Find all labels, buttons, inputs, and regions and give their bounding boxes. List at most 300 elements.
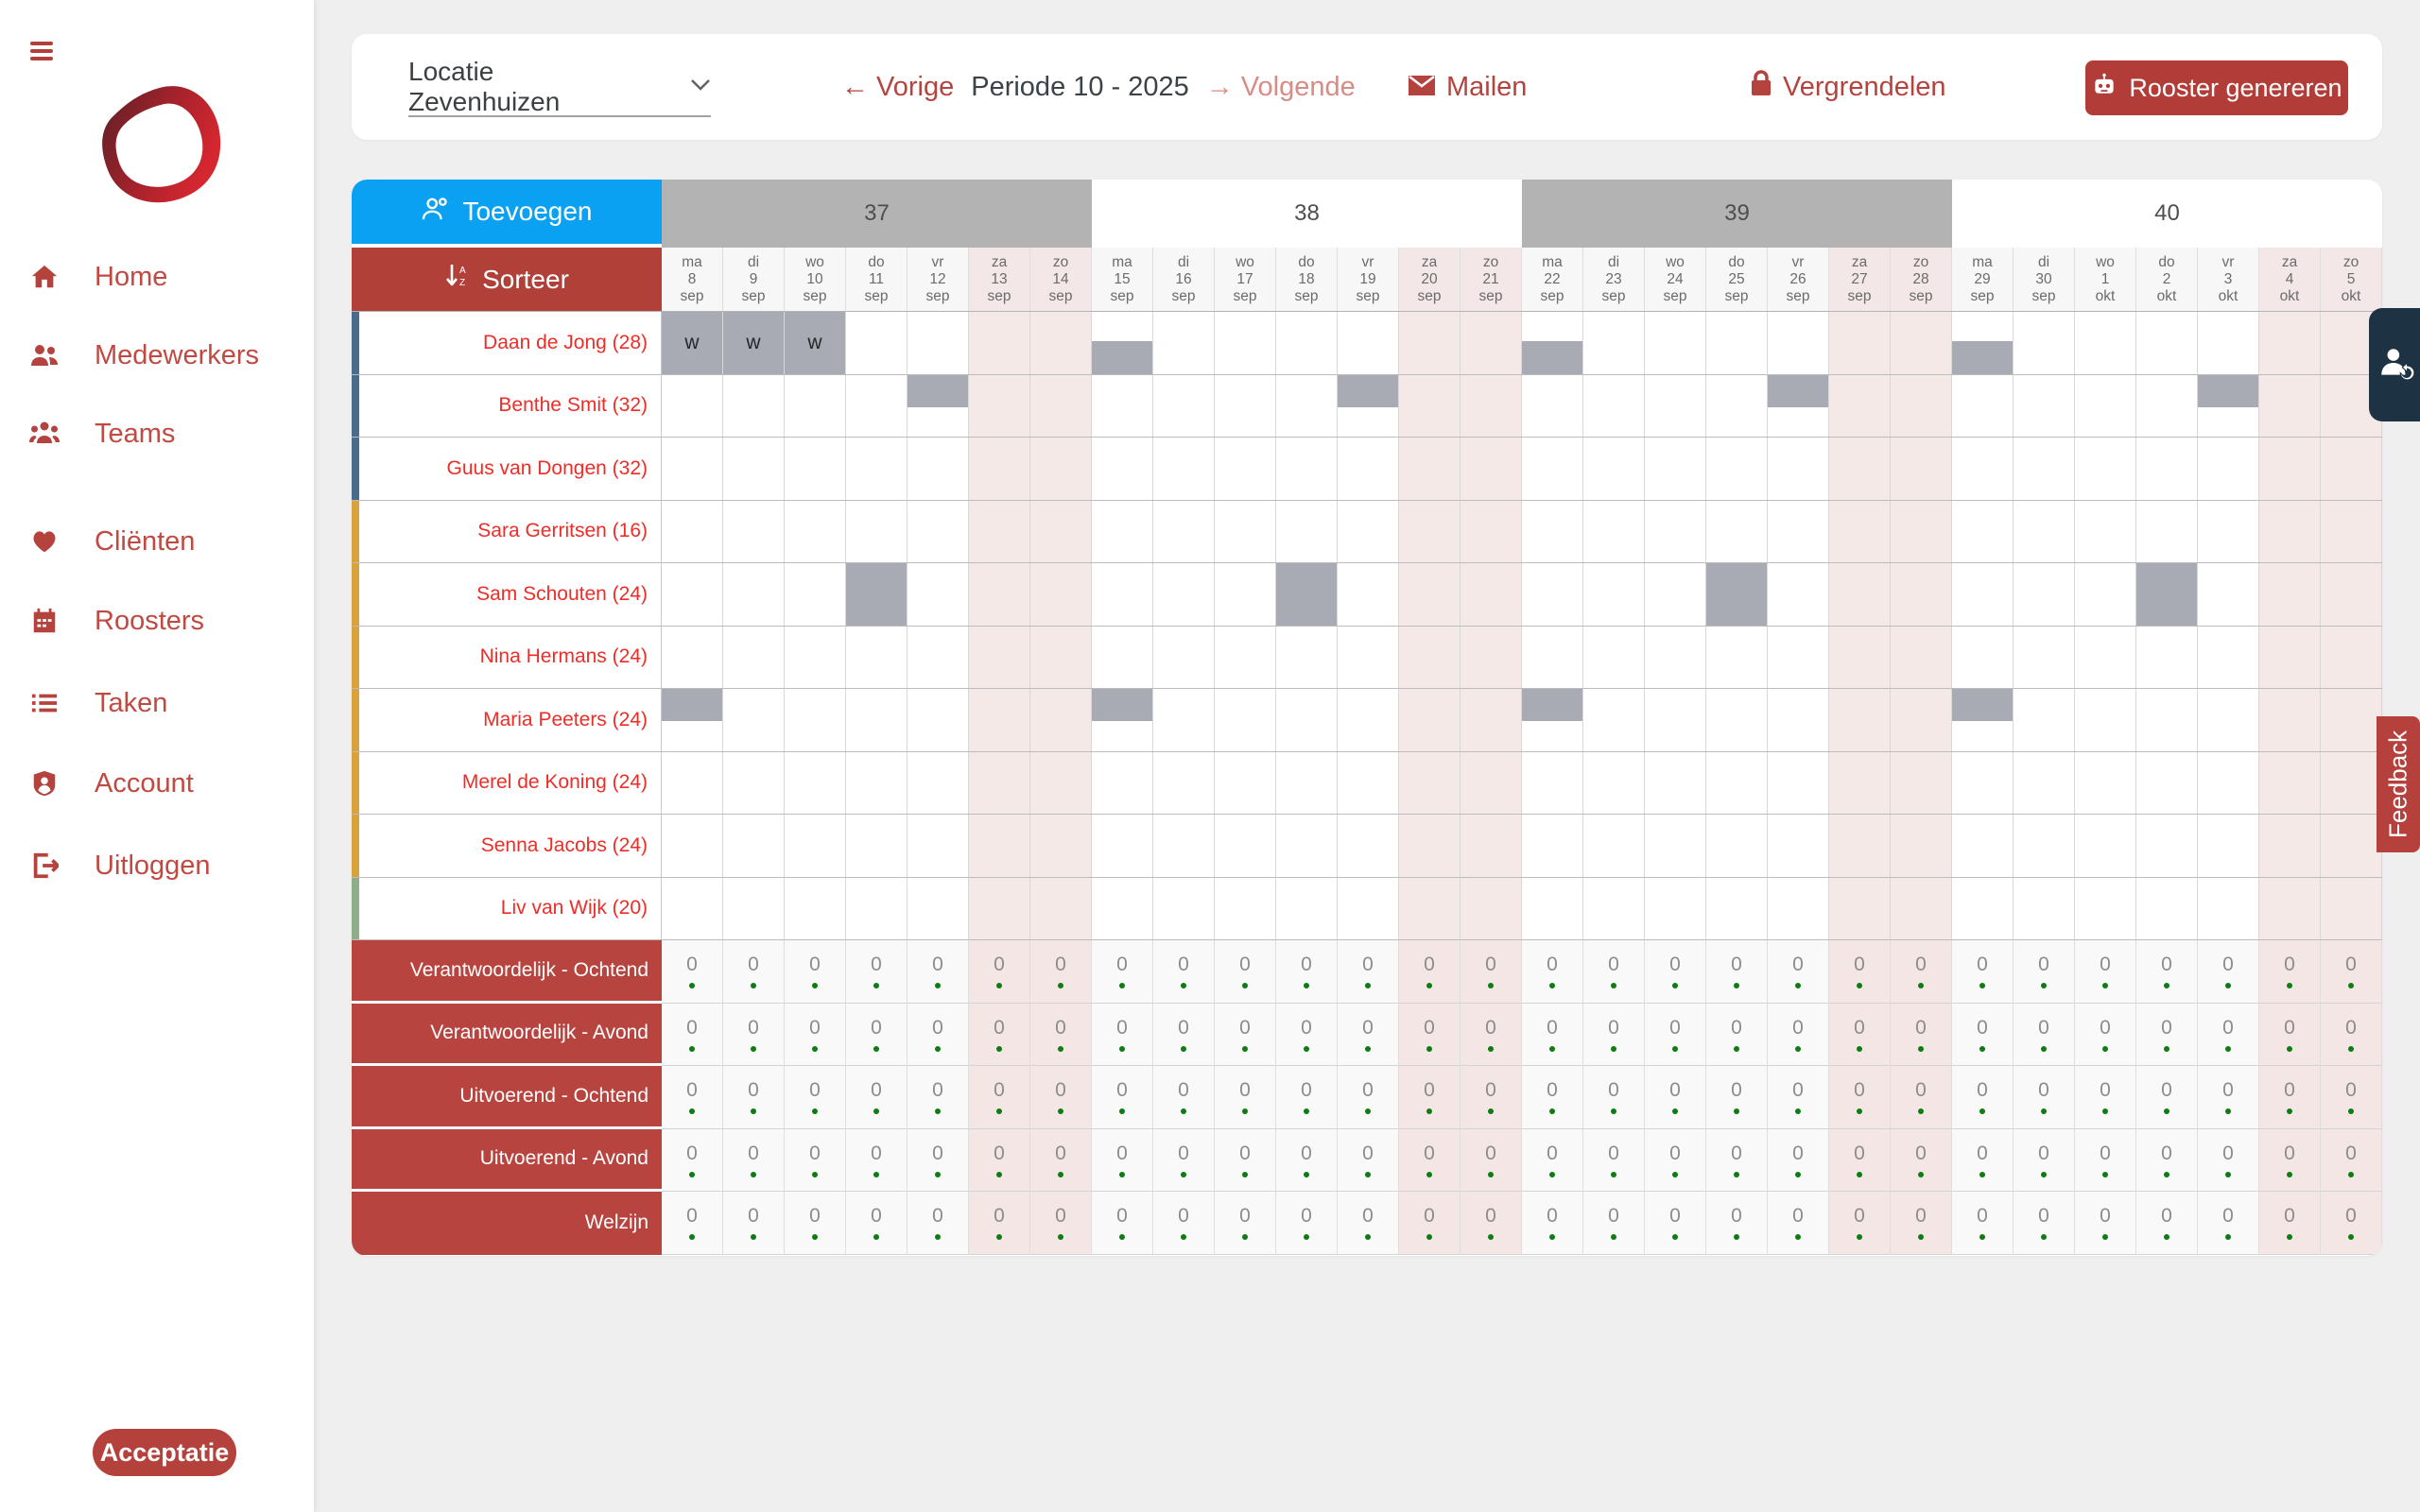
schedule-cell[interactable] — [1215, 815, 1276, 877]
generate-roster-button[interactable]: Rooster genereren — [2085, 60, 2348, 115]
schedule-cell[interactable] — [1952, 689, 2014, 751]
schedule-cell[interactable] — [2198, 563, 2259, 626]
schedule-cell[interactable] — [1338, 627, 1399, 689]
schedule-cell[interactable] — [1461, 878, 1522, 940]
schedule-cell[interactable] — [1891, 501, 1952, 563]
shift-block[interactable] — [1952, 689, 2013, 721]
schedule-cell[interactable] — [1276, 752, 1338, 815]
schedule-cell[interactable] — [1952, 815, 2014, 877]
schedule-cell[interactable] — [1583, 438, 1645, 500]
schedule-cell[interactable] — [846, 438, 908, 500]
shift-block[interactable] — [908, 375, 968, 407]
schedule-cell[interactable] — [1768, 878, 1829, 940]
employee-name[interactable] — [352, 627, 662, 689]
schedule-cell[interactable] — [785, 438, 846, 500]
schedule-cell[interactable] — [1276, 878, 1338, 940]
schedule-cell[interactable] — [1092, 627, 1153, 689]
schedule-cell[interactable] — [785, 563, 846, 626]
menu-hamburger-icon[interactable] — [30, 42, 53, 60]
schedule-cell[interactable] — [662, 815, 723, 877]
schedule-cell[interactable] — [1461, 375, 1522, 438]
shift-block[interactable] — [1276, 563, 1337, 626]
schedule-cell[interactable] — [662, 312, 723, 374]
schedule-cell[interactable] — [2075, 627, 2136, 689]
schedule-cell[interactable] — [1030, 752, 1092, 815]
schedule-cell[interactable] — [2198, 689, 2259, 751]
schedule-cell[interactable] — [2321, 438, 2382, 500]
schedule-cell[interactable] — [2198, 627, 2259, 689]
schedule-cell[interactable] — [2198, 312, 2259, 374]
schedule-cell[interactable] — [1706, 878, 1768, 940]
schedule-cell[interactable] — [1092, 752, 1153, 815]
schedule-cell[interactable] — [1030, 375, 1092, 438]
schedule-cell[interactable] — [1461, 815, 1522, 877]
schedule-cell[interactable] — [2136, 312, 2198, 374]
schedule-cell[interactable] — [1768, 627, 1829, 689]
schedule-cell[interactable] — [785, 752, 846, 815]
schedule-cell[interactable] — [1276, 815, 1338, 877]
schedule-cell[interactable] — [723, 375, 785, 438]
schedule-cell[interactable] — [2136, 501, 2198, 563]
sidebar-item-taken[interactable] — [0, 673, 314, 733]
schedule-cell[interactable] — [1276, 501, 1338, 563]
schedule-cell[interactable] — [1829, 563, 1891, 626]
schedule-cell[interactable] — [1583, 627, 1645, 689]
schedule-cell[interactable] — [723, 878, 785, 940]
schedule-cell[interactable] — [723, 312, 785, 374]
schedule-cell[interactable] — [2014, 752, 2075, 815]
schedule-cell[interactable] — [1645, 438, 1706, 500]
schedule-cell[interactable] — [1461, 312, 1522, 374]
schedule-cell[interactable] — [2136, 438, 2198, 500]
schedule-cell[interactable] — [2075, 878, 2136, 940]
schedule-cell[interactable] — [1768, 563, 1829, 626]
schedule-cell[interactable] — [1706, 689, 1768, 751]
schedule-cell[interactable] — [1092, 501, 1153, 563]
schedule-cell[interactable] — [723, 627, 785, 689]
schedule-cell[interactable] — [908, 563, 969, 626]
schedule-cell[interactable] — [1399, 501, 1461, 563]
schedule-cell[interactable] — [2198, 878, 2259, 940]
schedule-cell[interactable] — [1768, 438, 1829, 500]
schedule-cell[interactable] — [2259, 501, 2321, 563]
schedule-cell[interactable] — [1829, 438, 1891, 500]
schedule-cell[interactable] — [1399, 438, 1461, 500]
schedule-cell[interactable] — [1645, 752, 1706, 815]
schedule-cell[interactable] — [1768, 752, 1829, 815]
employee-name[interactable] — [352, 312, 662, 374]
schedule-cell[interactable] — [1215, 501, 1276, 563]
sidebar-item-uitloggen[interactable] — [0, 835, 314, 896]
add-employee-button[interactable]: Toevoegen — [352, 180, 662, 244]
shift-block[interactable] — [1522, 689, 1582, 721]
schedule-cell[interactable] — [1153, 878, 1215, 940]
shift-block[interactable] — [846, 563, 907, 626]
schedule-cell[interactable] — [1338, 878, 1399, 940]
schedule-cell[interactable] — [1338, 438, 1399, 500]
schedule-cell[interactable] — [2014, 438, 2075, 500]
schedule-cell[interactable] — [1215, 438, 1276, 500]
schedule-cell[interactable] — [1030, 438, 1092, 500]
schedule-cell[interactable] — [1522, 689, 1583, 751]
sidebar-item-clienten[interactable] — [0, 511, 314, 572]
schedule-cell[interactable] — [1030, 878, 1092, 940]
schedule-cell[interactable] — [1215, 312, 1276, 374]
schedule-cell[interactable] — [723, 752, 785, 815]
schedule-cell[interactable] — [1092, 689, 1153, 751]
schedule-cell[interactable] — [785, 815, 846, 877]
schedule-cell[interactable] — [1153, 501, 1215, 563]
schedule-cell[interactable] — [1522, 312, 1583, 374]
schedule-cell[interactable] — [969, 878, 1030, 940]
shift-block[interactable] — [1768, 375, 1828, 407]
schedule-cell[interactable] — [1338, 312, 1399, 374]
schedule-cell[interactable] — [1829, 312, 1891, 374]
schedule-cell[interactable] — [1829, 627, 1891, 689]
schedule-cell[interactable] — [2198, 815, 2259, 877]
schedule-cell[interactable] — [1645, 689, 1706, 751]
schedule-cell[interactable] — [1891, 689, 1952, 751]
schedule-cell[interactable] — [1153, 563, 1215, 626]
schedule-cell[interactable] — [969, 752, 1030, 815]
schedule-cell[interactable] — [2014, 312, 2075, 374]
schedule-cell[interactable] — [1706, 312, 1768, 374]
shift-block[interactable] — [1092, 341, 1152, 373]
schedule-cell[interactable] — [1092, 815, 1153, 877]
schedule-cell[interactable] — [1522, 501, 1583, 563]
shift-block[interactable] — [2198, 375, 2258, 407]
schedule-cell[interactable] — [1522, 375, 1583, 438]
feedback-tab[interactable]: Feedback — [2377, 716, 2420, 852]
schedule-cell[interactable] — [1461, 438, 1522, 500]
schedule-cell[interactable] — [1215, 563, 1276, 626]
sidebar-item-teams[interactable] — [0, 404, 314, 464]
schedule-cell[interactable] — [1706, 752, 1768, 815]
sidebar-item-account[interactable] — [0, 753, 314, 814]
schedule-cell[interactable] — [1276, 563, 1338, 626]
shift-block[interactable]: w — [723, 312, 784, 374]
schedule-cell[interactable] — [846, 689, 908, 751]
schedule-cell[interactable] — [1215, 627, 1276, 689]
schedule-cell[interactable] — [1768, 501, 1829, 563]
schedule-cell[interactable] — [2014, 627, 2075, 689]
schedule-cell[interactable] — [2075, 752, 2136, 815]
schedule-cell[interactable] — [1891, 815, 1952, 877]
schedule-cell[interactable] — [1829, 501, 1891, 563]
schedule-cell[interactable] — [2014, 375, 2075, 438]
schedule-cell[interactable] — [785, 312, 846, 374]
schedule-cell[interactable] — [1338, 501, 1399, 563]
schedule-cell[interactable] — [1030, 627, 1092, 689]
schedule-cell[interactable] — [846, 312, 908, 374]
schedule-cell[interactable] — [1706, 375, 1768, 438]
schedule-cell[interactable] — [1092, 438, 1153, 500]
schedule-cell[interactable] — [1645, 312, 1706, 374]
schedule-cell[interactable] — [1461, 689, 1522, 751]
schedule-cell[interactable] — [1829, 689, 1891, 751]
schedule-cell[interactable] — [1952, 438, 2014, 500]
schedule-cell[interactable] — [1891, 563, 1952, 626]
schedule-cell[interactable] — [1829, 752, 1891, 815]
schedule-cell[interactable] — [1522, 878, 1583, 940]
schedule-cell[interactable] — [1338, 375, 1399, 438]
schedule-cell[interactable] — [1399, 375, 1461, 438]
schedule-cell[interactable] — [1706, 563, 1768, 626]
shift-block[interactable] — [1522, 341, 1582, 373]
schedule-cell[interactable] — [2075, 375, 2136, 438]
schedule-cell[interactable] — [1276, 438, 1338, 500]
lock-button[interactable]: Vergrendelen — [1751, 34, 1946, 140]
employee-name[interactable] — [352, 815, 662, 877]
schedule-cell[interactable] — [1583, 878, 1645, 940]
schedule-cell[interactable] — [2321, 501, 2382, 563]
user-switch-button[interactable] — [2369, 308, 2420, 421]
schedule-cell[interactable] — [1645, 501, 1706, 563]
schedule-cell[interactable] — [1645, 627, 1706, 689]
schedule-cell[interactable] — [662, 438, 723, 500]
schedule-cell[interactable] — [785, 689, 846, 751]
next-period-button[interactable]: → Volgende — [1205, 71, 1356, 102]
schedule-cell[interactable] — [1215, 878, 1276, 940]
schedule-cell[interactable] — [1891, 438, 1952, 500]
schedule-cell[interactable] — [1706, 501, 1768, 563]
schedule-cell[interactable] — [1768, 375, 1829, 438]
schedule-cell[interactable] — [846, 563, 908, 626]
schedule-cell[interactable] — [785, 501, 846, 563]
schedule-cell[interactable] — [846, 501, 908, 563]
schedule-cell[interactable] — [662, 878, 723, 940]
schedule-cell[interactable] — [1461, 501, 1522, 563]
schedule-cell[interactable] — [662, 375, 723, 438]
schedule-cell[interactable] — [1276, 627, 1338, 689]
schedule-cell[interactable] — [1522, 563, 1583, 626]
schedule-cell[interactable] — [1583, 501, 1645, 563]
schedule-cell[interactable] — [1706, 438, 1768, 500]
schedule-cell[interactable] — [1891, 878, 1952, 940]
schedule-cell[interactable] — [1153, 689, 1215, 751]
schedule-cell[interactable] — [1030, 312, 1092, 374]
schedule-cell[interactable] — [2014, 563, 2075, 626]
schedule-cell[interactable] — [908, 501, 969, 563]
schedule-cell[interactable] — [908, 815, 969, 877]
schedule-cell[interactable] — [1706, 815, 1768, 877]
schedule-cell[interactable] — [2259, 627, 2321, 689]
schedule-cell[interactable] — [1276, 689, 1338, 751]
schedule-cell[interactable] — [2136, 627, 2198, 689]
schedule-cell[interactable] — [908, 689, 969, 751]
schedule-cell[interactable] — [1399, 815, 1461, 877]
schedule-cell[interactable] — [2136, 689, 2198, 751]
schedule-cell[interactable] — [1522, 438, 1583, 500]
location-select[interactable] — [408, 59, 711, 117]
schedule-cell[interactable] — [2014, 878, 2075, 940]
schedule-cell[interactable] — [1829, 375, 1891, 438]
schedule-cell[interactable] — [1338, 563, 1399, 626]
schedule-cell[interactable] — [846, 375, 908, 438]
schedule-cell[interactable] — [2321, 815, 2382, 877]
schedule-cell[interactable] — [1952, 627, 2014, 689]
schedule-cell[interactable] — [2259, 375, 2321, 438]
schedule-cell[interactable] — [969, 312, 1030, 374]
schedule-cell[interactable] — [785, 375, 846, 438]
schedule-cell[interactable] — [1399, 689, 1461, 751]
schedule-cell[interactable] — [723, 438, 785, 500]
schedule-cell[interactable] — [2198, 752, 2259, 815]
schedule-cell[interactable] — [662, 627, 723, 689]
schedule-cell[interactable] — [1522, 752, 1583, 815]
sidebar-item-medewerkers[interactable] — [0, 325, 314, 386]
schedule-cell[interactable] — [1952, 375, 2014, 438]
employee-name[interactable] — [352, 375, 662, 438]
schedule-cell[interactable] — [908, 438, 969, 500]
schedule-cell[interactable] — [2259, 563, 2321, 626]
schedule-cell[interactable] — [723, 689, 785, 751]
schedule-cell[interactable] — [908, 627, 969, 689]
mail-button[interactable]: Mailen — [1409, 34, 1527, 140]
employee-name[interactable] — [352, 563, 662, 626]
schedule-cell[interactable] — [785, 878, 846, 940]
shift-block[interactable] — [1092, 689, 1152, 721]
schedule-cell[interactable] — [1153, 752, 1215, 815]
schedule-cell[interactable] — [1768, 689, 1829, 751]
schedule-cell[interactable] — [2136, 878, 2198, 940]
schedule-cell[interactable] — [1399, 752, 1461, 815]
schedule-cell[interactable] — [2014, 815, 2075, 877]
schedule-cell[interactable] — [2136, 563, 2198, 626]
schedule-cell[interactable] — [1583, 815, 1645, 877]
schedule-cell[interactable] — [1153, 815, 1215, 877]
previous-period-button[interactable]: ← Vorige — [841, 71, 955, 102]
schedule-cell[interactable] — [785, 627, 846, 689]
schedule-cell[interactable] — [1399, 878, 1461, 940]
schedule-cell[interactable] — [2259, 752, 2321, 815]
schedule-cell[interactable] — [2198, 438, 2259, 500]
schedule-cell[interactable] — [723, 815, 785, 877]
schedule-cell[interactable] — [1583, 312, 1645, 374]
schedule-cell[interactable] — [969, 375, 1030, 438]
schedule-cell[interactable] — [2075, 815, 2136, 877]
schedule-cell[interactable] — [969, 438, 1030, 500]
employee-name[interactable] — [352, 689, 662, 751]
schedule-cell[interactable] — [1399, 563, 1461, 626]
schedule-cell[interactable] — [1276, 375, 1338, 438]
schedule-cell[interactable] — [1030, 501, 1092, 563]
schedule-cell[interactable] — [1952, 563, 2014, 626]
schedule-cell[interactable] — [1891, 375, 1952, 438]
schedule-cell[interactable] — [1829, 878, 1891, 940]
employee-name[interactable] — [352, 438, 662, 500]
schedule-cell[interactable] — [908, 375, 969, 438]
schedule-cell[interactable] — [1829, 815, 1891, 877]
schedule-cell[interactable] — [1461, 752, 1522, 815]
schedule-cell[interactable] — [2259, 312, 2321, 374]
schedule-cell[interactable] — [2321, 878, 2382, 940]
shift-block[interactable] — [662, 689, 722, 721]
schedule-cell[interactable] — [846, 752, 908, 815]
schedule-cell[interactable] — [969, 501, 1030, 563]
schedule-cell[interactable] — [2136, 752, 2198, 815]
schedule-cell[interactable] — [1215, 752, 1276, 815]
schedule-cell[interactable] — [1399, 627, 1461, 689]
schedule-cell[interactable] — [1338, 752, 1399, 815]
sidebar-item-home[interactable] — [0, 247, 314, 307]
schedule-cell[interactable] — [2321, 563, 2382, 626]
schedule-cell[interactable] — [1522, 815, 1583, 877]
schedule-cell[interactable] — [1583, 689, 1645, 751]
schedule-cell[interactable] — [2198, 375, 2259, 438]
schedule-cell[interactable] — [969, 815, 1030, 877]
shift-block[interactable] — [1952, 341, 2013, 373]
schedule-cell[interactable] — [1952, 878, 2014, 940]
schedule-cell[interactable] — [2259, 815, 2321, 877]
schedule-cell[interactable] — [1583, 752, 1645, 815]
schedule-cell[interactable] — [1153, 438, 1215, 500]
schedule-cell[interactable] — [1645, 815, 1706, 877]
schedule-cell[interactable] — [2321, 627, 2382, 689]
schedule-cell[interactable] — [662, 752, 723, 815]
schedule-cell[interactable] — [1461, 563, 1522, 626]
schedule-cell[interactable] — [1092, 312, 1153, 374]
schedule-cell[interactable] — [1645, 375, 1706, 438]
schedule-cell[interactable] — [2136, 815, 2198, 877]
employee-name[interactable] — [352, 501, 662, 563]
schedule-cell[interactable] — [662, 563, 723, 626]
shift-block[interactable] — [1338, 375, 1398, 407]
schedule-cell[interactable] — [1952, 312, 2014, 374]
environment-badge-acceptatie[interactable]: Acceptatie — [93, 1429, 236, 1476]
employee-name[interactable] — [352, 752, 662, 815]
schedule-cell[interactable] — [662, 689, 723, 751]
schedule-cell[interactable] — [2198, 501, 2259, 563]
schedule-cell[interactable] — [1645, 563, 1706, 626]
schedule-cell[interactable] — [908, 752, 969, 815]
schedule-cell[interactable] — [1891, 752, 1952, 815]
schedule-cell[interactable] — [1706, 627, 1768, 689]
schedule-cell[interactable] — [2014, 501, 2075, 563]
schedule-cell[interactable] — [1153, 312, 1215, 374]
schedule-cell[interactable] — [1092, 563, 1153, 626]
schedule-cell[interactable] — [2014, 689, 2075, 751]
schedule-cell[interactable] — [1092, 878, 1153, 940]
schedule-cell[interactable] — [1891, 312, 1952, 374]
schedule-cell[interactable] — [1768, 312, 1829, 374]
schedule-cell[interactable] — [1030, 563, 1092, 626]
schedule-cell[interactable] — [723, 563, 785, 626]
schedule-cell[interactable] — [908, 312, 969, 374]
schedule-cell[interactable] — [1153, 627, 1215, 689]
schedule-cell[interactable] — [2075, 438, 2136, 500]
schedule-cell[interactable] — [1583, 375, 1645, 438]
employee-name[interactable] — [352, 878, 662, 940]
schedule-cell[interactable] — [723, 501, 785, 563]
schedule-cell[interactable] — [1338, 689, 1399, 751]
sidebar-item-roosters[interactable] — [0, 591, 314, 651]
schedule-cell[interactable] — [1399, 312, 1461, 374]
schedule-cell[interactable] — [1645, 878, 1706, 940]
schedule-cell[interactable] — [1522, 627, 1583, 689]
schedule-cell[interactable] — [2075, 563, 2136, 626]
schedule-cell[interactable] — [2075, 689, 2136, 751]
schedule-cell[interactable] — [846, 878, 908, 940]
schedule-cell[interactable] — [1768, 815, 1829, 877]
shift-block[interactable]: w — [785, 312, 845, 374]
schedule-cell[interactable] — [969, 689, 1030, 751]
schedule-cell[interactable] — [846, 627, 908, 689]
shift-block[interactable]: w — [662, 312, 722, 374]
schedule-cell[interactable] — [2321, 689, 2382, 751]
schedule-cell[interactable] — [2321, 752, 2382, 815]
schedule-cell[interactable] — [1030, 815, 1092, 877]
